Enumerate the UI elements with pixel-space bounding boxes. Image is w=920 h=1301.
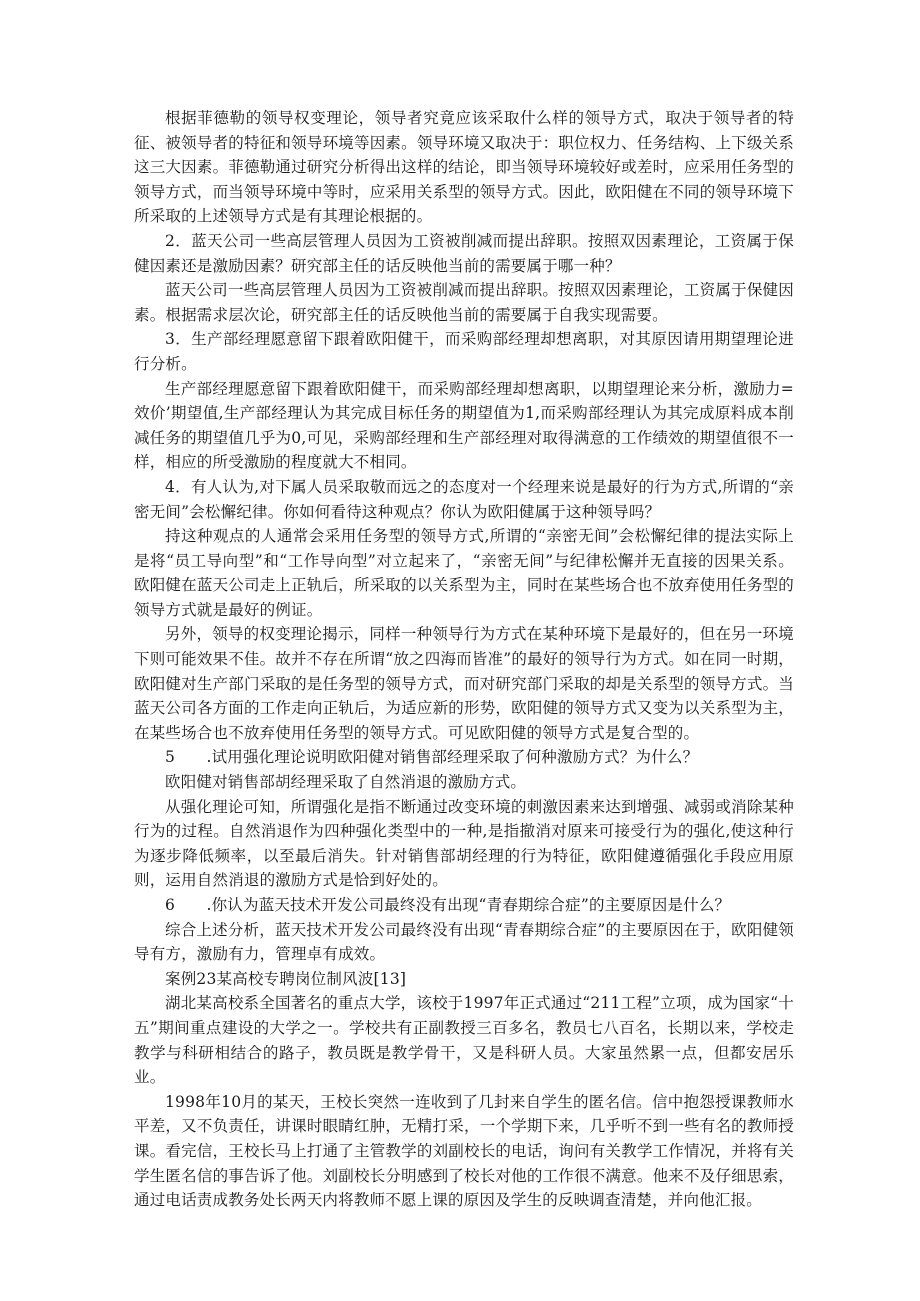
answer-4-part-2: 另外，领导的权变理论揭示，同样一种领导行为方式在某种环境下是最好的，但在另一环境下则可能效果不佳。故并不存在所谓“放之四海而皆准”的最好的领导行为方式。如在同一时期，欧阳健对生产部门采取的是任务型的领导方式，而对研究部门采取的却是关系型的领导方式。当蓝天公司各方面的工作走向正轨后，为适应新的形势，欧阳健的领导方式又变为以关系型为主，在某些场合也不放弃使用任务型的领导方式。可见欧阳健的领导方式是复合型的。 xyxy=(134,625,794,742)
question-2: 2．蓝天公司一些高层管理人员因为工资被削减而提出辞职。按照双因素理论，工资属于保健因素还是激励因素？研究部主任的话反映他当前的需要属于哪一种？ xyxy=(134,231,794,275)
document-body xyxy=(134,106,794,1213)
answer-2: 蓝天公司一些高层管理人员因为工资被削减而提出辞职。按照双因素理论，工资属于保健因素。根据需求层次论，研究部主任的话反映他当前的需要属于自我实现需要。 xyxy=(134,281,794,324)
answer-4-part-1: 持这种观点的人通常会采用任务型的领导方式,所谓的“亲密无间”会松懈纪律的提法实际上是将“员工导向型”和“工作导向型”对立起来了，“亲密无间”与纪律松懈并无直接的因果关系。欧阳健在蓝天公司走上正轨后，所采取的以关系型为主，同时在某些场合也不放弃使用任务型的领导方式就是最好的例证。 xyxy=(134,527,794,619)
answer-5-part-2: 从强化理论可知，所谓强化是指不断通过改变环境的刺激因素来达到增强、减弱或消除某种行为的过程。自然消退作为四种强化类型中的一种,是指撤消对原来可接受行为的强化,使这种行为逐步降低频率，以至最后消失。针对销售部胡经理的行为特征，欧阳健遵循强化手段应用原则，运用自然消退的激励方式是恰到好处的。 xyxy=(134,797,794,890)
answer-6: 综合上述分析，蓝天技术开发公司最终没有出现“青春期综合症”的主要原因在于，欧阳健领导有方，激励有力，管理卓有成效。 xyxy=(134,920,794,964)
case-23-intro: 湖北某高校系全国著名的重点大学，该校于1997年正式通过“211工程”立项，成为国家“十五”期间重点建设的大学之一。学校共有正副教授三百多名，教员七八百名，长期以来，学校走教学与科研相结合的路子，教员既是教学骨干，又是科研人员。大家虽然累一点，但都安居乐业。 xyxy=(134,994,794,1087)
question-4: 4．有人认为,对下属人员采取敬而远之的态度对一个经理来说是最好的行为方式,所谓的“亲密无间”会松懈纪律。你如何看待这种观点？你认为欧阳健属于这种领导吗？ xyxy=(134,477,794,521)
answer-3: 生产部经理愿意留下跟着欧阳健干，而采购部经理却想离职，以期望理论来分析，激励力=效价’期望值,生产部经理认为其完成目标任务的期望值为1,而采购部经理认为其完成原料成本削减任务的期望值几乎为0,可见，采购部经理和生产部经理对取得满意的工作绩效的期望值很不一样，相应的所受激励的程度就大不相同。 xyxy=(134,379,794,472)
answer-5-part-1: 欧阳健对销售部胡经理采取了自然消退的激励方式。 xyxy=(165,773,527,792)
question-3: 3．生产部经理愿意留下跟着欧阳健干，而采购部经理却想离职，对其原因请用期望理论进行分析。 xyxy=(134,330,794,373)
question-6: 6 .你认为蓝天技术开发公司最终没有出现“青春期综合症”的主要原因是什么？ xyxy=(165,896,731,914)
question-5: 5 .试用强化理论说明欧阳健对销售部经理采取了何种激励方式？为什么？ xyxy=(165,748,699,767)
case-23-title: 案例23某高校专聘岗位制风波[13] xyxy=(165,969,407,988)
paragraph-leadership-theory: 根据菲德勒的领导权变理论，领导者究竟应该采取什么样的领导方式，取决于领导者的特征、被领导者的特征和领导环境等因素。领导环境又取决于：职位权力、任务结构、上下级关系这三大因素。菲德勒通过研究分析得出这样的结论，即当领导环境较好或差时，应采用任务型的领导方式，而当领导环境中等时，应采用关系型的领导方式。因此，欧阳健在不同的领导环境下所采取的上述领导方式是有其理论根据的。 xyxy=(134,109,794,226)
case-23-story: 1998年10月的某天，王校长突然一连收到了几封来自学生的匿名信。信中抱怨授课教师水平差，又不负责任，讲课时眼睛红肿，无精打采，一个学期下来，几乎听不到一些有名的教师授课。看完信，王校长马上打通了主管教学的刘副校长的电话，询问有关教学工作情况，并将有关学生匿名信的事告诉了他。刘副校长分明感到了校长对他的工作很不满意。他来不及仔细思索，通过电话责成教务处长两天内将教师不愿上课的原因及学生的反映调查清楚，并向他汇报。 xyxy=(134,1092,794,1210)
